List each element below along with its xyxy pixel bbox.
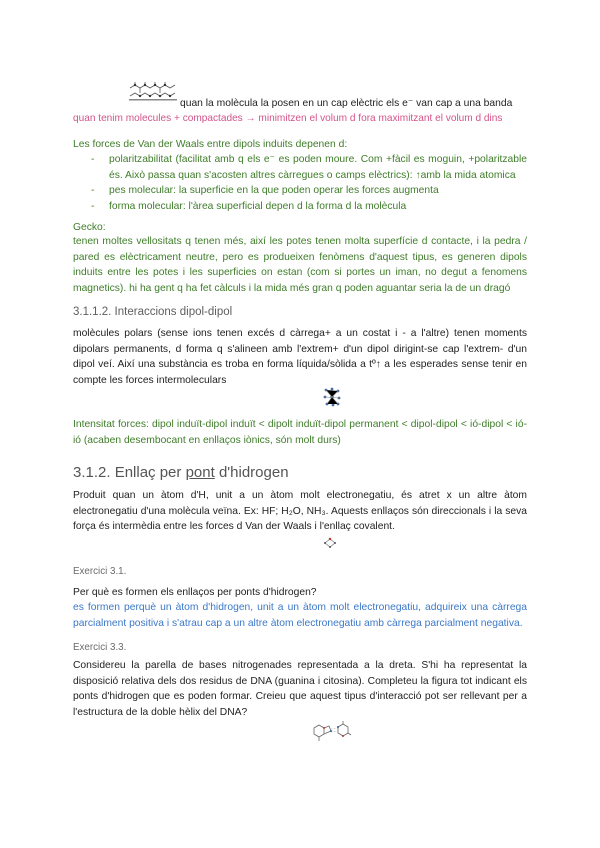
dipole-figure bbox=[321, 386, 343, 408]
bullet-molecular-shape: - forma molecular: l'àrea superficial depen d la forma d la molècula bbox=[91, 200, 407, 212]
exercise-31-title: Exercici 3.1. bbox=[73, 566, 127, 577]
exercise-33-title: Exercici 3.3. bbox=[73, 642, 127, 653]
intro-line-2: quan tenim molecules + compactades → minimitzen el volum d fora maximitzant el volum d dins bbox=[73, 113, 503, 124]
van-der-waals-intro: Les forces de Van der Waals entre dipols induits depenen d: bbox=[73, 139, 348, 150]
intro-line-1: quan la molècula la posen en un cap elèctric els e⁻ van cap a una banda bbox=[180, 98, 513, 109]
intensity-forces-text: Intensitat forces: dipol induït-dipol induït < dipolt induït-dipol permanent < dipol-dipol < ió-dipol < ió-ió (acaben desembocant en enllaços iònics, són molt durs) bbox=[73, 419, 527, 446]
bullet-polarizability: - polaritzabilitat (facilitat amb q els e⁻ es poden moure. Com +fàcil es moguin, +polaritzable és. Això passa quan s'acosten altres càrregues o camps elèctrics): ↑amb la mida atomica bbox=[91, 154, 527, 181]
base-pair-figure bbox=[311, 720, 353, 746]
molecule-figure-top bbox=[127, 82, 179, 102]
exercise-31-answer: es formen perquè un àtom d'hidrogen, unit a un àtom molt electronegatiu, adquireix una càrrega parcialment positiva i s'atrau cap a un altre àtom electronegatiu amb càrrega parcialment negativa. bbox=[73, 602, 527, 629]
section-312-title: 3.1.2. Enllaç per pont d'hidrogen bbox=[73, 464, 289, 481]
exercise-33-text: Considereu la parella de bases nitrogenades representada a la dreta. S'hi ha representat la disposició relativa dels dos residus de DNA (guanina i citosina). Completeu la figura tot indicant els ponts d'hidrogen que es poden formar. Creieu que aquest tipus d'interacció pot ser rellevant per a l'estructura de la doble hèlix del DNA? bbox=[73, 660, 527, 718]
section-312-text: Produit quan un àtom d'H, unit a un àtom molt electronegatiu, és atret x un altre àtom electronegatiu d'una molècula veïna. Ex: HF; H₂O, NH₃. Aquests enllaços són direccionals i la seva força és intermèdia entre les forces d Van der Waals i l'enllaç covalent. bbox=[73, 490, 527, 532]
gecko-text: tenen moltes vellositats q tenen més, així les potes tenen molta superfície d contacte, i la pedra / pared es elèctricament neutre, pero es produeixen fenòmens d'aquest tipus, es generen dipols induits entre les potes i les superficies on estan (com si portes un iman, no degut a fenomens magnetics). hi ha gent q ha fet càlculs i la mida més gran q poden aguantar seria la de un dragó bbox=[73, 236, 527, 294]
bullet-molecular-weight: - pes molecular: la superficie en la que poden operar les forces augmenta bbox=[91, 185, 439, 196]
gecko-title: Gecko: bbox=[73, 222, 106, 233]
section-3112-text: molècules polars (sense ions tenen excés d càrrega+ a un costat i - a l'altre) tenen moments dipolars permanents, d forma q s'alineen amb l'extrem+ d'un dipol dirigint-se cap l'extrem- d'un dipol veí. Així una substància es troba en forma líquida/sòlida a tº↑ a les esperades sense tenir en compte les forces intermoleculars bbox=[73, 328, 527, 386]
van-der-waals-list bbox=[91, 152, 527, 214]
hydrogen-bond-figure bbox=[322, 535, 338, 551]
exercise-31-question: Per què es formen els enllaços per ponts d'hidrogen? bbox=[73, 587, 317, 598]
section-3112-title: 3.1.1.2. Interaccions dipol-dipol bbox=[73, 306, 233, 318]
